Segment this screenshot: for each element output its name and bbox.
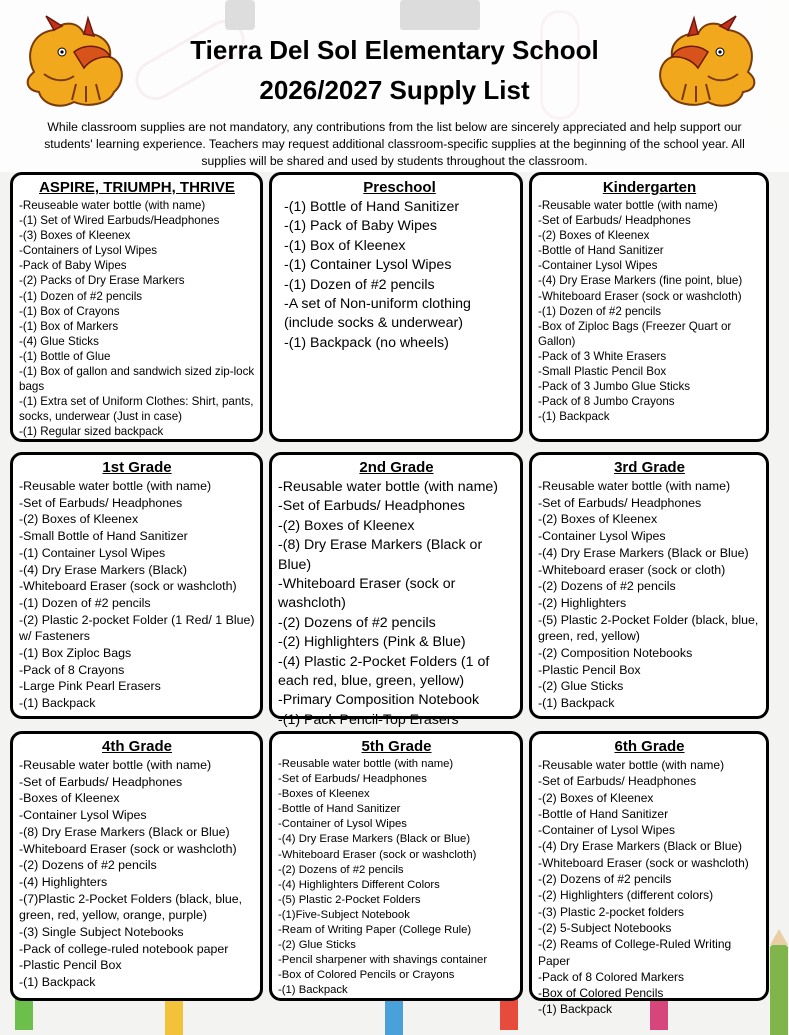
supply-item: -(2) Highlighters (different colors): [538, 888, 714, 903]
school-name-title: Tierra Del Sol Elementary School: [190, 35, 599, 65]
supply-item: -(1) Extra set of Uniform Clothes: Shirt, pants, socks, underwear (Just in case): [19, 395, 254, 424]
supply-item: -(4) Dry Erase Markers (Black or Blue): [278, 833, 471, 846]
supply-item: -Boxes of Kleenex: [278, 788, 370, 801]
supply-item: -Large Pink Pearl Erasers: [19, 679, 161, 694]
aspire-supply-box: [10, 172, 263, 442]
supply-item: -Whiteboard Eraser (sock or washcloth): [19, 841, 237, 856]
supply-item: -Whiteboard Eraser (sock or washcloth): [278, 848, 477, 861]
supply-item: -(1) Backpack: [278, 984, 348, 997]
supply-item: -(4) Dry Erase Markers (Black or Blue): [538, 839, 743, 854]
supply-item: -(1) Box of Kleenex: [284, 237, 406, 254]
supply-item: -(2) 5-Subject Notebooks: [538, 920, 672, 935]
supply-item: -Containers of Lysol Wipes: [19, 244, 158, 258]
supply-item: -(4) Highlighters: [19, 874, 108, 889]
supply-item: -(2) Boxes of Kleenex: [538, 512, 658, 527]
intro-paragraph: While classroom supplies are not mandatory, any contributions from the list below are sincerely appreciated and help support our students' learning experience. Teachers may request additional classroom-specific supplies at the beginning of the school year. All supplies will be shared and used by students throughout the classroom.: [44, 120, 745, 168]
supply-item: -(2) Boxes of Kleenex: [538, 790, 654, 805]
supply-item: -Box of Colored Pencils: [538, 986, 664, 1001]
supply-item: -(1)Five-Subject Notebook: [278, 908, 410, 921]
supply-item: -(1) Set of Wired Earbuds/Headphones: [19, 214, 220, 228]
supply-item: -Small Bottle of Hand Sanitizer: [19, 529, 188, 544]
supply-item: -(1) Bottle of Glue: [19, 349, 111, 363]
supply-item: -Reusable water bottle (with name): [19, 479, 212, 493]
grade1-items: [19, 478, 255, 712]
supply-item: -(1) Regular sized backpack: [19, 425, 164, 439]
grade3-items: [538, 478, 761, 712]
supply-item: -Set of Earbuds/ Headphones: [278, 773, 427, 786]
supply-item: -Plastic Pencil Box: [19, 958, 122, 973]
supply-item: -Reuseable water bottle (with name): [19, 199, 206, 212]
supply-item: -A set of Non-uniform clothing (include socks & underwear): [284, 296, 471, 332]
supply-item: -(1) Backpack: [19, 696, 96, 711]
grade3-supply-box: [529, 452, 769, 719]
pencil-decoration: [770, 945, 788, 1035]
supply-item: -Set of Earbuds/ Headphones: [19, 774, 183, 789]
supply-item: -Plastic Pencil Box: [538, 662, 641, 677]
grade2-supply-box: [269, 452, 523, 728]
grade4-items: [19, 757, 255, 991]
supply-item: -(2) Boxes of Kleenex: [19, 512, 139, 527]
supply-item: -Pack of 8 Jumbo Crayons: [538, 395, 675, 409]
supply-item: -Set of Earbuds/ Headphones: [19, 495, 183, 510]
grade5-box-title: 5th Grade: [361, 738, 432, 755]
supply-item: -(1) Pack of Baby Wipes: [284, 218, 437, 235]
supply-item: -(2) Dozens of #2 pencils: [538, 872, 672, 887]
grade5-supply-box: [269, 731, 523, 1001]
supply-item: -Reusable water bottle (with name): [538, 479, 731, 493]
kindergarten-supply-box: [529, 172, 769, 442]
supply-item: -Container Lysol Wipes: [538, 529, 666, 544]
supply-item: -(1) Box of Markers: [19, 319, 119, 333]
supply-item: -Pack of 8 Crayons: [19, 662, 125, 677]
supply-item: -(4) Highlighters Different Colors: [278, 878, 440, 891]
supply-item: -(2) Reams of College-Ruled Writing Paper: [538, 937, 732, 968]
supply-item: -Pencil sharpener with shavings container: [278, 954, 488, 967]
kindergarten-box-title: Kindergarten: [602, 179, 697, 196]
supply-item: -Reusable water bottle (with name): [278, 758, 454, 770]
supply-list-title: 2026/2027 Supply List: [259, 75, 530, 105]
supply-item: -(1) Pack Pencil-Top Erasers: [278, 711, 459, 728]
supply-item: -Reusable water bottle (with name): [19, 758, 212, 772]
supply-item: -Reusable water bottle (with name): [538, 758, 725, 772]
grade6-items: [538, 757, 761, 1018]
grade3-box-title: 3rd Grade: [614, 459, 685, 476]
kindergarten-items: [538, 198, 761, 424]
supply-item: -Boxes of Kleenex: [19, 791, 120, 806]
supply-item: -(1) Backpack: [538, 696, 615, 711]
supply-item: -Box of Colored Pencils or Crayons: [278, 969, 455, 982]
supply-item: -Set of Earbuds/ Headphones: [538, 774, 697, 789]
supply-item: -(1) Container Lysol Wipes: [19, 545, 166, 560]
supply-item: -Reusable water bottle (with name): [278, 479, 499, 495]
grade2-box-title: 2nd Grade: [359, 459, 434, 476]
supply-item: -(4) Dry Erase Markers (Black or Blue): [538, 545, 749, 560]
supply-item: -Primary Composition Notebook: [278, 692, 480, 709]
supply-item: -(2) Dozens of #2 pencils: [19, 858, 157, 873]
grade1-supply-box: [10, 452, 263, 719]
preschool-supply-box: [269, 172, 523, 442]
supply-item: -(2) Highlighters: [538, 595, 627, 610]
supply-item: -(2) Boxes of Kleenex: [278, 517, 415, 534]
supply-item: -(8) Dry Erase Markers (Black or Blue): [19, 824, 230, 839]
supply-item: -(2) Dozens of #2 pencils: [278, 614, 436, 631]
supply-item: -(7)Plastic 2-Pocket Folders (black, blue, green, red, yellow, orange, purple): [19, 891, 243, 923]
supply-item: -Bottle of Hand Sanitizer: [538, 806, 669, 821]
supply-item: -Whiteboard Eraser (sock or washcloth): [538, 289, 742, 303]
supply-item: -(1) Dozen of #2 pencils: [284, 276, 435, 293]
supply-item: -(1) Bottle of Hand Sanitizer: [284, 199, 460, 215]
supply-item: -Bottle of Hand Sanitizer: [538, 244, 664, 258]
grade6-supply-box: [529, 731, 769, 1017]
supply-item: -Whiteboard Eraser (sock or washcloth): [278, 576, 456, 612]
supply-item: -(1) Dozen of #2 pencils: [538, 304, 662, 318]
supply-item: -(1) Dozen of #2 pencils: [19, 289, 143, 303]
supply-item: -(2) Plastic 2-pocket Folder (1 Red/ 1 Blue) w/ Fasteners: [19, 612, 255, 644]
grade4-box-title: 4th Grade: [101, 738, 173, 755]
supply-item: -(4) Dry Erase Markers (Black): [19, 562, 187, 577]
supply-item: -(2) Packs of Dry Erase Markers: [19, 274, 185, 288]
supply-item: -Ream of Writing Paper (College Rule): [278, 924, 472, 937]
supply-item: -(3) Single Subject Notebooks: [19, 925, 184, 940]
supply-item: -(2) Dozens of #2 pencils: [278, 863, 404, 876]
supply-item: -(5) Plastic 2-Pocket Folder (black, blue, green, red, yellow): [538, 612, 759, 644]
supply-item: -Whiteboard Eraser (sock or washcloth): [538, 855, 749, 870]
supply-item: -Box of Ziploc Bags (Freezer Quart or Gallon): [538, 319, 732, 348]
supply-item: -(4) Dry Erase Markers (fine point, blue): [538, 274, 743, 288]
supply-item: -Container Lysol Wipes: [538, 259, 658, 273]
grade5-items: [278, 757, 515, 999]
supply-item: -(1) Container Lysol Wipes: [284, 257, 452, 274]
supply-item: -Set of Earbuds/ Headphones: [278, 498, 465, 515]
supply-item: -(1) Box of gallon and sandwich sized zip-lock bags: [19, 365, 255, 394]
supply-item: -(2) Dozens of #2 pencils: [538, 579, 676, 594]
aspire-box-title: ASPIRE, TRIUMPH, THRIVE: [39, 179, 235, 196]
supply-item: -(1) Backpack: [538, 1002, 613, 1017]
supply-item: -Set of Earbuds/ Headphones: [538, 214, 691, 228]
preschool-items: [284, 198, 515, 353]
grade6-box-title: 6th Grade: [614, 738, 685, 755]
grade2-items: [278, 478, 515, 750]
supply-item: -Bottle of Hand Sanitizer: [278, 803, 401, 816]
supply-item: -Pack of 3 White Erasers: [538, 349, 667, 363]
supply-item: -(2) Composition Notebooks: [538, 646, 693, 661]
supply-item: -Reusable water bottle (with name): [538, 199, 718, 212]
supply-item: -(1) Backpack: [19, 975, 96, 990]
supply-item: -Whiteboard Eraser (sock or washcloth): [19, 579, 237, 594]
supply-item: -Small Plastic Pencil Box: [538, 365, 667, 379]
supply-item: -Pack of Baby Wipes: [19, 259, 127, 273]
supply-item: -Container Lysol Wipes: [19, 808, 147, 823]
supply-item: -Container of Lysol Wipes: [538, 823, 675, 838]
supply-item: -Container of Lysol Wipes: [278, 818, 407, 831]
supply-item: -Set of Earbuds/ Headphones: [538, 495, 702, 510]
supply-item: -(3) Plastic 2-pocket folders: [538, 904, 685, 919]
grade1-box-title: 1st Grade: [102, 459, 172, 476]
supply-item: -(2) Glue Sticks: [278, 939, 356, 952]
supply-item: -(2) Boxes of Kleenex: [538, 229, 650, 243]
supply-item: -(1) Box Ziploc Bags: [19, 646, 132, 661]
supply-item: -(4) Plastic 2-Pocket Folders (1 of each red, blue, green, yellow): [278, 653, 490, 690]
grade4-supply-box: [10, 731, 263, 1001]
supply-item: -Pack of 8 Colored Markers: [538, 969, 685, 984]
supply-item: -(1) Dozen of #2 pencils: [19, 595, 151, 610]
supply-item: -(2) Glue Sticks: [538, 679, 624, 694]
supply-item: -(2) Highlighters (Pink & Blue): [278, 634, 466, 651]
supply-item: -(4) Glue Sticks: [19, 334, 99, 348]
supply-item: -(1) Box of Crayons: [19, 304, 120, 318]
aspire-items: [19, 198, 255, 440]
supply-item: -(1) Backpack (no wheels): [284, 334, 449, 351]
supply-item: -Whiteboard eraser (sock or cloth): [538, 562, 726, 577]
supply-item: -(1) Backpack: [538, 410, 610, 424]
preschool-box-title: Preschool: [363, 179, 436, 196]
supply-item: -(5) Plastic 2-Pocket Folders: [278, 893, 421, 906]
supply-item: -(3) Boxes of Kleenex: [19, 229, 131, 243]
supply-item: -Pack of 3 Jumbo Glue Sticks: [538, 380, 691, 394]
supply-item: -Pack of college-ruled notebook paper: [19, 941, 229, 956]
supply-item: -(8) Dry Erase Markers (Black or Blue): [278, 537, 483, 573]
